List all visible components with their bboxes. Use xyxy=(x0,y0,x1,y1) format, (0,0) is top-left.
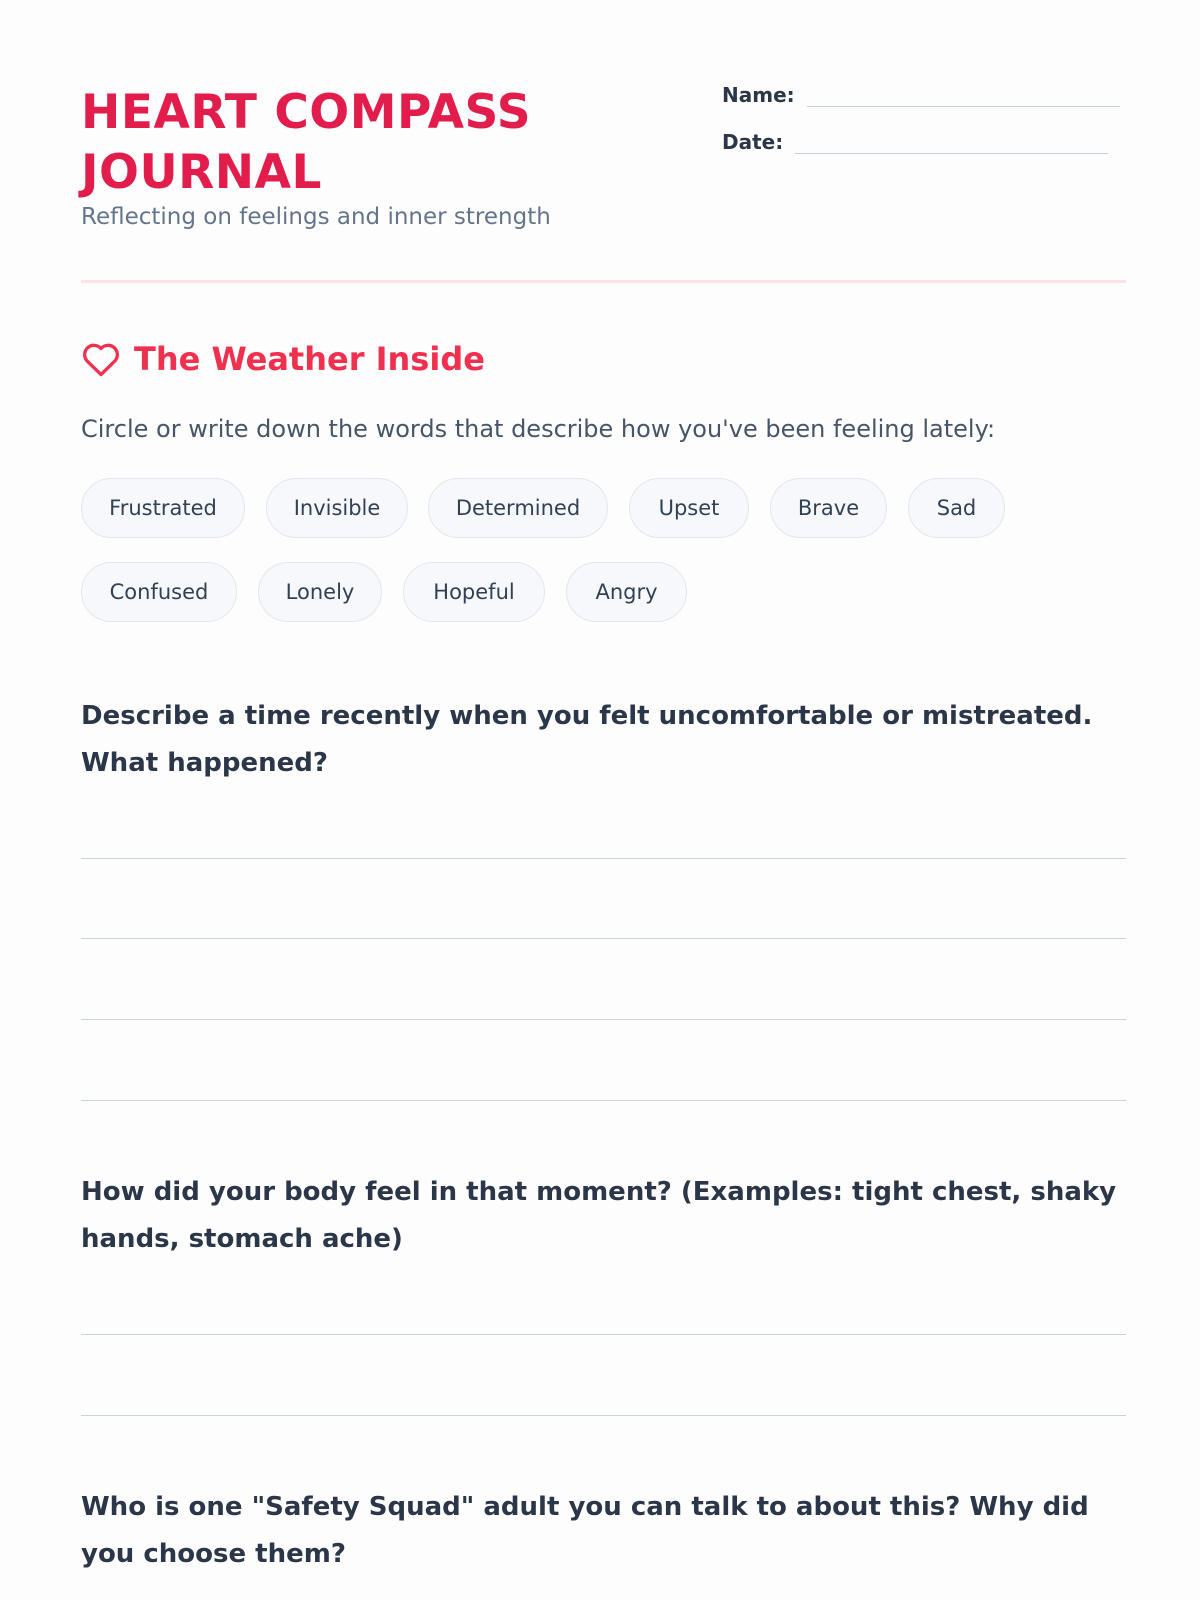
name-field xyxy=(722,83,1120,107)
feeling-chip[interactable]: Angry xyxy=(566,562,687,622)
feeling-chip[interactable]: Brave xyxy=(770,478,887,538)
feeling-chip[interactable]: Upset xyxy=(629,478,749,538)
answer-line[interactable] xyxy=(81,1334,1126,1335)
feeling-chip[interactable]: Hopeful xyxy=(403,562,545,622)
section-instruction: Circle or write down the words that describe how you've been feeling lately: xyxy=(81,415,996,443)
section-header xyxy=(81,340,485,378)
answer-line[interactable] xyxy=(81,1415,1126,1416)
journal-page xyxy=(81,0,1126,1600)
answer-line[interactable] xyxy=(81,1100,1126,1101)
page-subtitle: Reflecting on feelings and inner strength xyxy=(81,204,551,230)
feeling-chip[interactable]: Sad xyxy=(908,478,1005,538)
feeling-chip[interactable]: Invisible xyxy=(266,478,408,538)
name-input-line[interactable] xyxy=(807,84,1120,107)
answer-line[interactable] xyxy=(81,858,1126,859)
feeling-chip[interactable]: Lonely xyxy=(258,562,382,622)
question-2: How did your body feel in that moment? (Examples: tight chest, shaky hands, stomach ache) xyxy=(81,1177,1117,1254)
date-input-line[interactable] xyxy=(795,131,1108,154)
header-divider xyxy=(81,280,1126,283)
feeling-chip[interactable]: Frustrated xyxy=(81,478,245,538)
date-label: Date: xyxy=(722,130,784,154)
question-3: Who is one "Safety Squad" adult you can talk to about this? Why did you choose them? xyxy=(81,1492,1089,1569)
answer-line[interactable] xyxy=(81,1019,1126,1020)
name-label: Name: xyxy=(722,83,795,107)
page-title: HEART COMPASS JOURNAL xyxy=(81,85,532,200)
section-title: The Weather Inside xyxy=(134,340,485,378)
feeling-chip[interactable]: Determined xyxy=(428,478,608,538)
feeling-chip[interactable]: Confused xyxy=(81,562,237,622)
question-1: Describe a time recently when you felt uncomfortable or mistreated. What happened? xyxy=(81,701,1093,778)
heart-icon xyxy=(81,341,121,377)
date-field xyxy=(722,130,1108,154)
answer-line[interactable] xyxy=(81,938,1126,939)
